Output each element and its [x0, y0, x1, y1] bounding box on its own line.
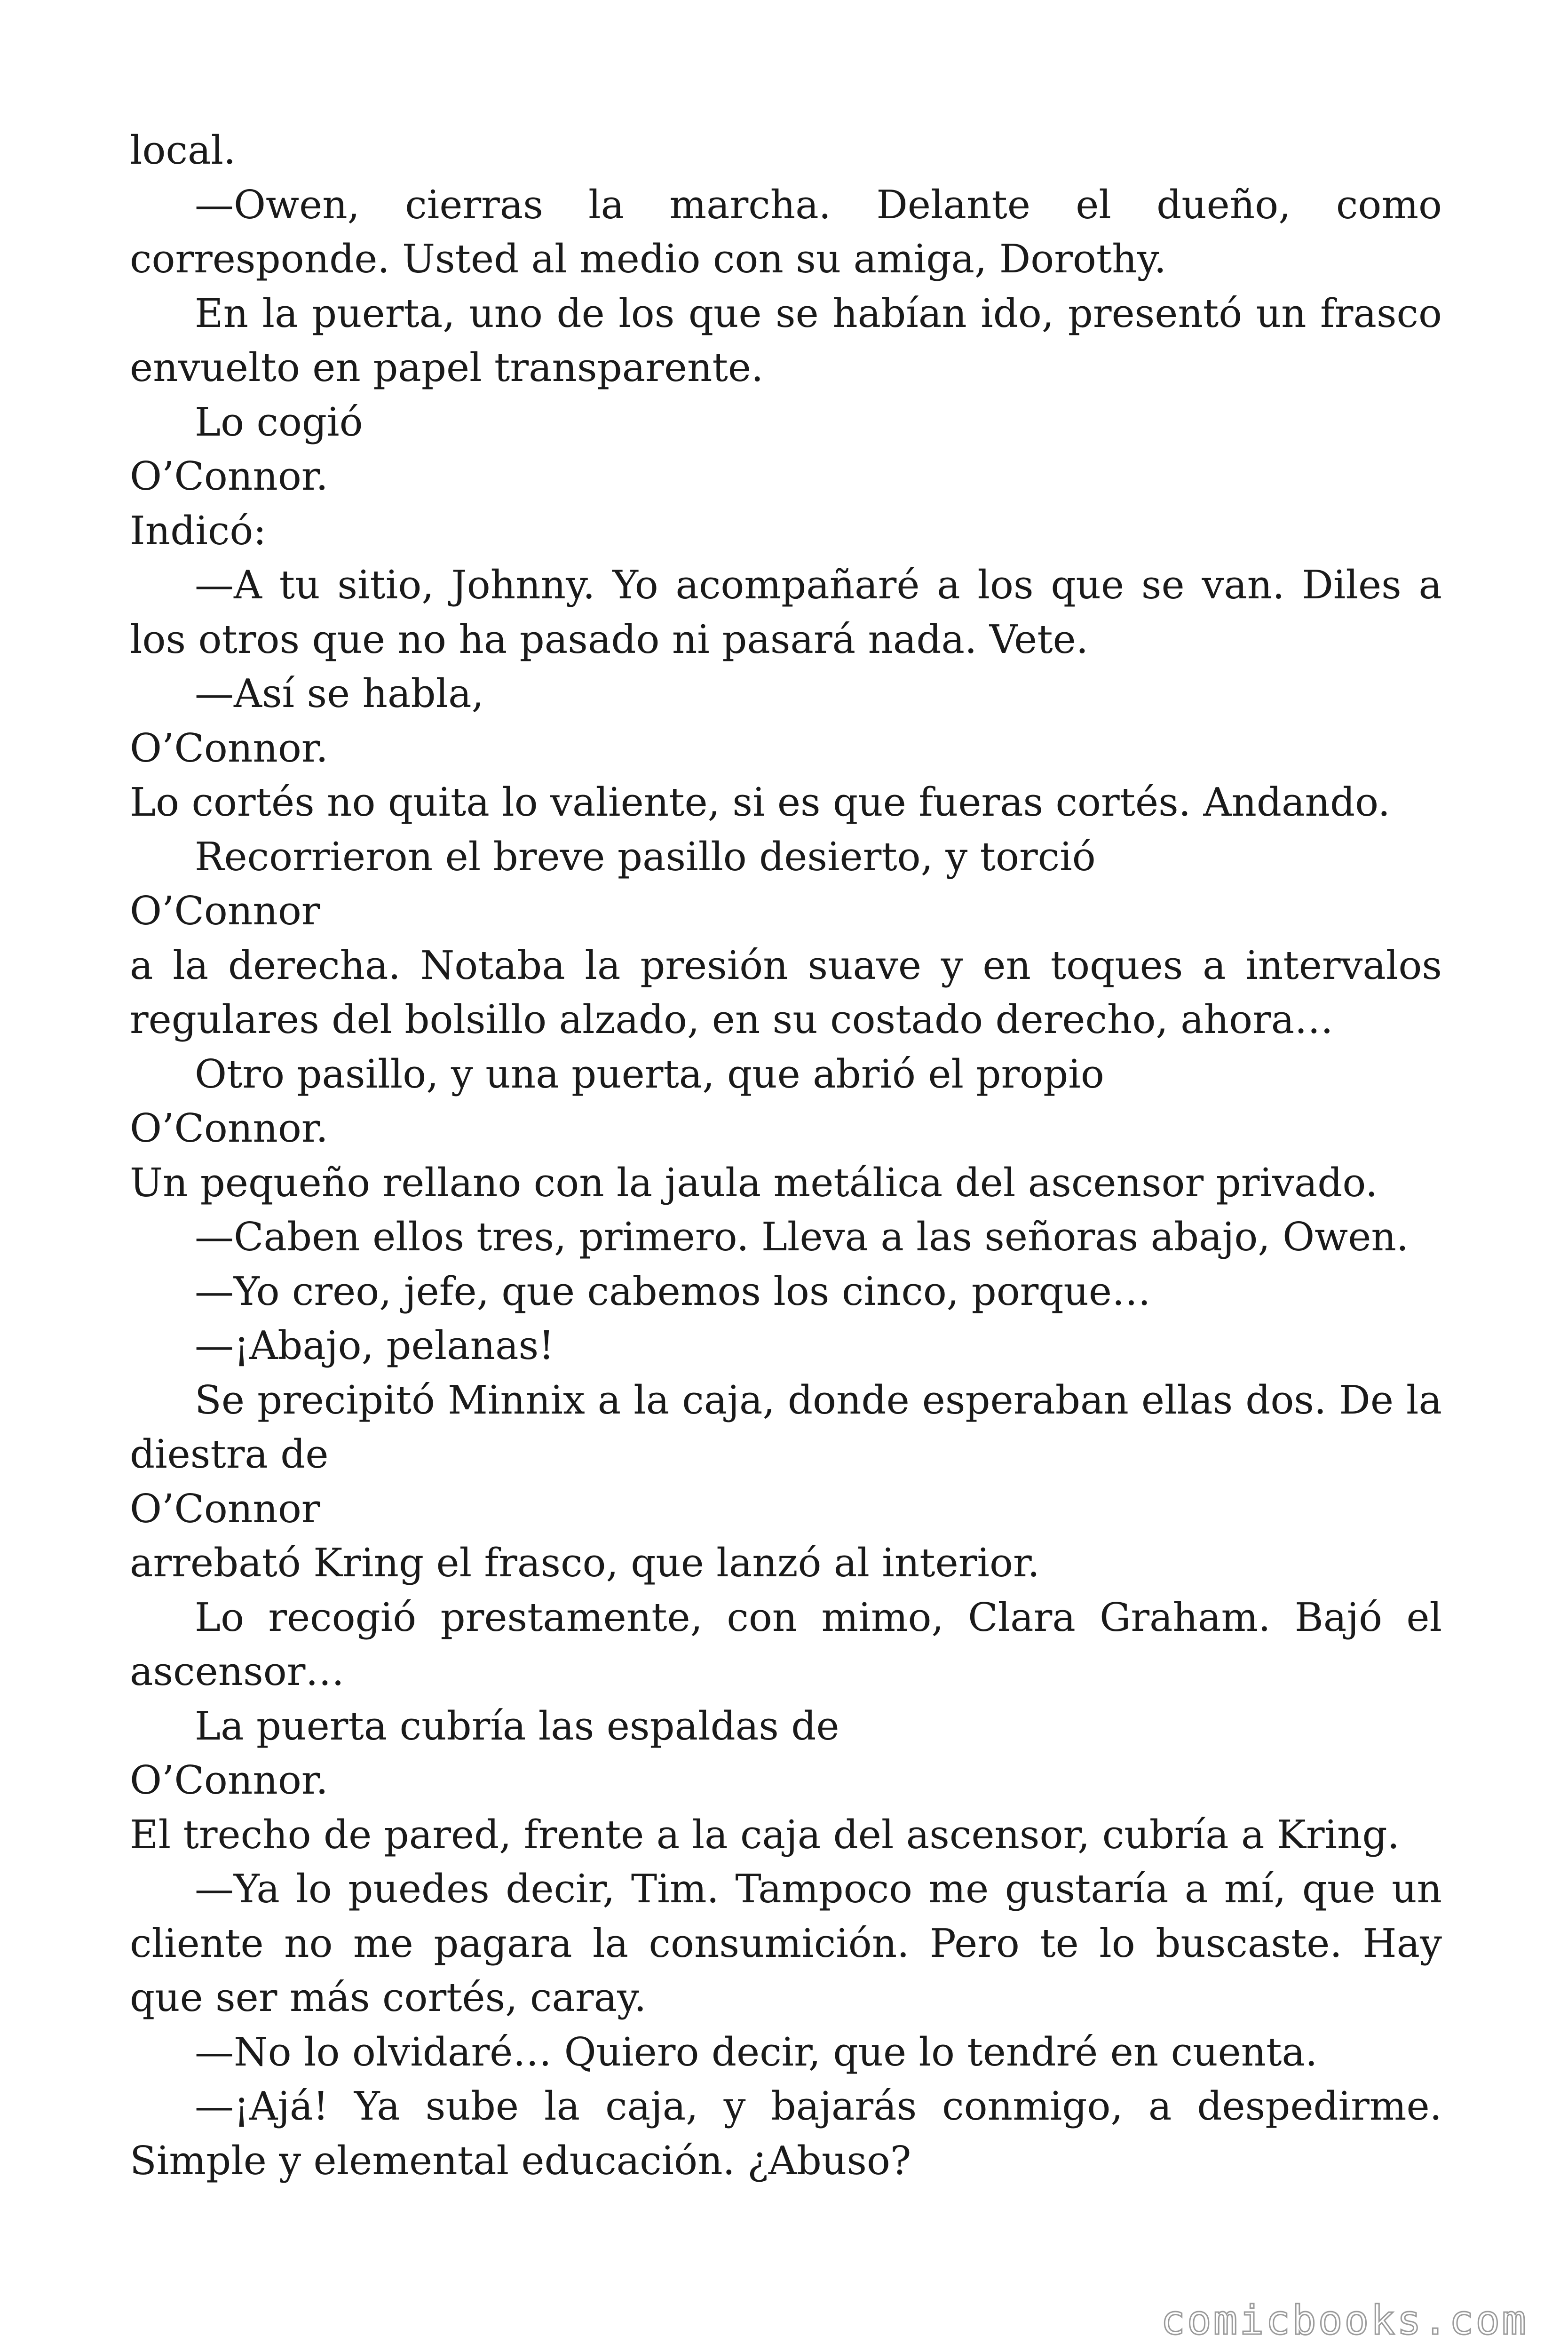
- paragraph: —Ya lo puedes decir, Tim. Tampoco me gustaría a mí, que un cliente no me pagara la consumición. Pero te lo buscaste. Hay que ser más cortés, caray.: [130, 1866, 1442, 2020]
- paragraph: —Así se habla,: [195, 671, 484, 716]
- paragraph: En la puerta, uno de los que se habían ido, presentó un frasco envuelto en papel transparente.: [130, 290, 1442, 390]
- paragraph: Lo cortés no quita lo valiente, si es que fueras cortés. Andando.: [130, 779, 1390, 825]
- body-text: [130, 123, 1442, 2188]
- paragraph: El trecho de pared, frente a la caja del ascensor, cubría a Kring.: [130, 1812, 1400, 1858]
- paragraph: Indicó:: [130, 508, 267, 554]
- paragraph: O’Connor: [130, 1486, 320, 1532]
- paragraph: a la derecha. Notaba la presión suave y en toques a intervalos regulares del bolsillo alzado, en su costado derecho, ahora…: [130, 942, 1442, 1042]
- paragraph: O’Connor.: [130, 1105, 328, 1151]
- watermark-logo: comicbooks.com: [1161, 2297, 1528, 2344]
- paragraph: Otro pasillo, y una puerta, que abrió el propio: [195, 1051, 1104, 1097]
- paragraph: O’Connor: [130, 888, 320, 934]
- paragraph: La puerta cubría las espaldas de: [195, 1703, 839, 1749]
- paragraph: Un pequeño rellano con la jaula metálica del ascensor privado.: [130, 1160, 1378, 1206]
- paragraph: O’Connor.: [130, 725, 328, 771]
- paragraph: local.: [130, 127, 236, 173]
- paragraph: —¡Ajá! Ya sube la caja, y bajarás conmigo, a despedirme. Simple y elemental educación. ¿Abuso?: [130, 2083, 1442, 2184]
- paragraph: Se precipitó Minnix a la caja, donde esperaban ellas dos. De la diestra de: [130, 1377, 1442, 1477]
- paragraph: Recorrieron el breve pasillo desierto, y torció: [195, 834, 1096, 880]
- paragraph: Lo recogió prestamente, con mimo, Clara Graham. Bajó el ascensor…: [130, 1594, 1442, 1694]
- paragraph: —A tu sitio, Johnny. Yo acompañaré a los que se van. Diles a los otros que no ha pasado ni pasará nada. Vete.: [130, 562, 1442, 662]
- paragraph: —Owen, cierras la marcha. Delante el dueño, como corresponde. Usted al medio con su amiga, Dorothy.: [130, 182, 1442, 282]
- paragraph: Lo cogió: [195, 399, 363, 445]
- paragraph: —¡Abajo, pelanas!: [195, 1323, 554, 1368]
- paragraph: arrebató Kring el frasco, que lanzó al interior.: [130, 1540, 1040, 1586]
- paragraph: —No lo olvidaré… Quiero decir, que lo tendré en cuenta.: [195, 2029, 1318, 2075]
- paragraph: O’Connor.: [130, 453, 328, 499]
- paragraph: —Yo creo, jefe, que cabemos los cinco, porque…: [195, 1268, 1151, 1314]
- paragraph: O’Connor.: [130, 1757, 328, 1803]
- paragraph: —Caben ellos tres, primero. Lleva a las señoras abajo, Owen.: [195, 1214, 1409, 1260]
